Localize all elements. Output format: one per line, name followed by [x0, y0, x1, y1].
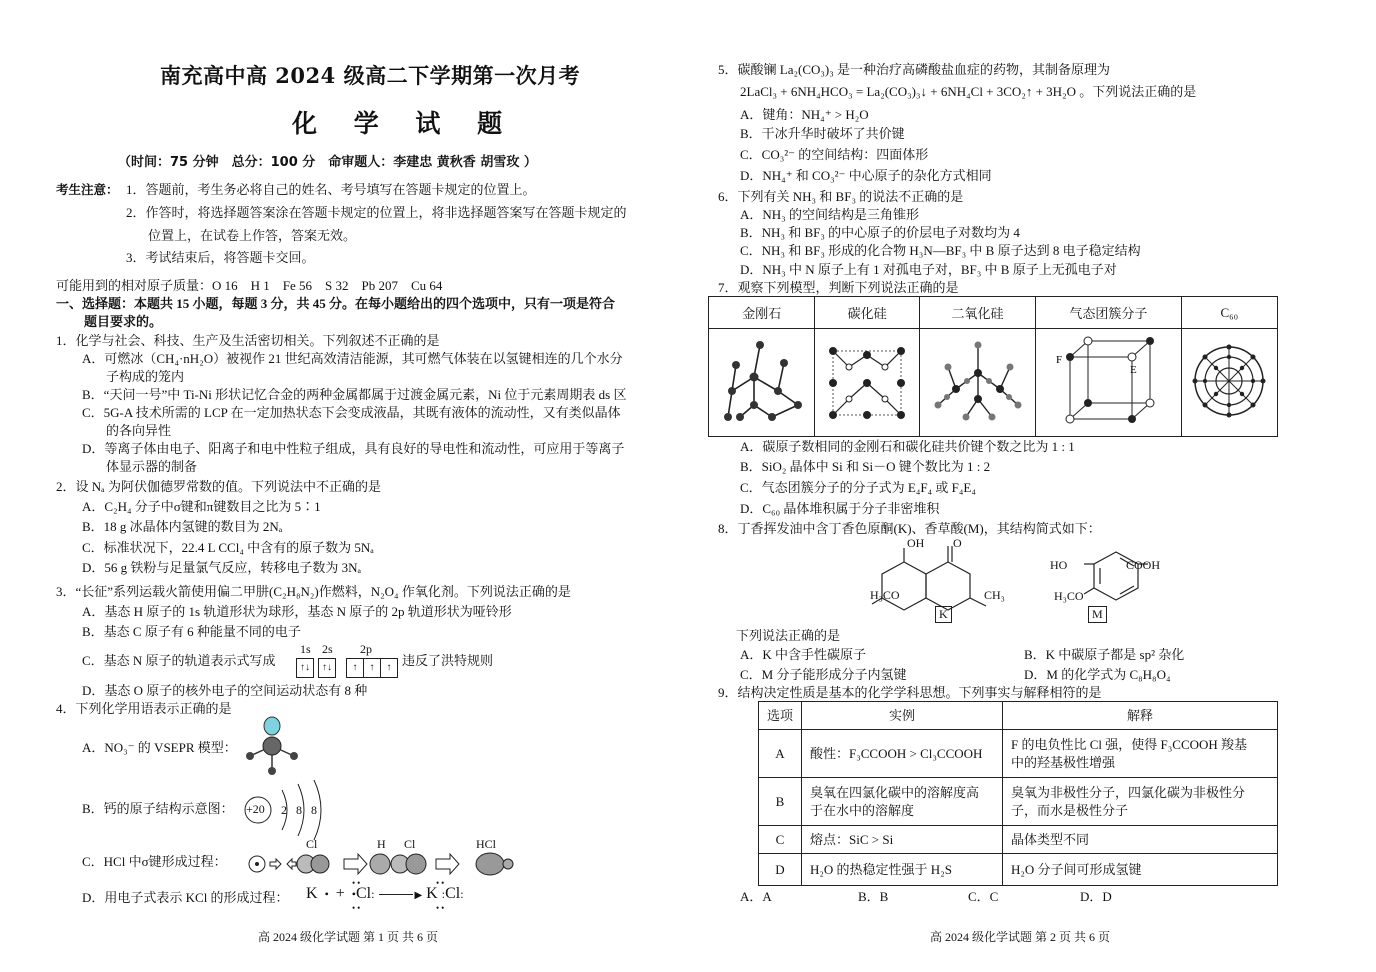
calcium-shell-1: 2 — [281, 803, 287, 817]
q3-option-c: C．基态 N 原子的轨道表示式写成 — [82, 653, 276, 668]
kcl-electron-formula: K • + •Cl: ▶ K :Cl: — [306, 885, 464, 902]
m-label-box: M — [1088, 606, 1107, 623]
q9-row-b-example — [802, 778, 1003, 826]
q8-option-c: C．M 分子能形成分子内氢键 — [740, 667, 907, 682]
q5-option-d: D．NH₄⁺ 和 CO₃²⁻ 中心原子的杂化方式相同 — [740, 168, 992, 183]
exam-meta: （时间：75 分钟 总分：100 分 命审题人：李建忠 黄秋香 胡雪玫 ） — [118, 155, 537, 170]
section-1-heading-cont: 题目要求的。 — [84, 314, 163, 329]
central-atom — [263, 737, 281, 755]
cluster-model-cell — [1036, 329, 1181, 437]
header-diamond: 金刚石 — [709, 297, 815, 329]
orbital-box-2p-2: ↑ — [364, 658, 381, 678]
q9-row-b-option: B — [759, 778, 802, 826]
m-label-cooh: COOH — [1126, 558, 1161, 572]
q6-option-c: C．NH₃ 和 BF₃ 形成的化合物 H₃N—BF₃ 中 B 原子达到 8 电子稳定结构 — [740, 243, 1141, 258]
m-label-ho: HO — [1050, 558, 1068, 572]
q8-stem: 8．丁香挥发油中含丁香色原酮(K)、香草酸(M)，其结构简式如下： — [718, 521, 1101, 536]
q4-option-c: C．HCl 中σ键形成过程： — [82, 854, 227, 869]
k-label-box: K — [935, 606, 952, 623]
k-label-oh: OH — [907, 536, 925, 550]
q8-option-a: A．K 中含手性碳原子 — [740, 647, 867, 662]
orbital-diagram — [296, 642, 398, 678]
q1-option-c: C．5G-A 技术所需的 LCP 在一定加热状态下会变成液晶，其既有液体的流动性，又有类似晶体 — [82, 405, 621, 420]
crystal-models-table — [708, 296, 1278, 437]
orbital-label-1s: 1s — [300, 642, 311, 656]
q9-row-b-example-line-1: 臭氧在四氯化碳中的溶解度高 — [810, 784, 980, 800]
q3-option-d: D．基态 O 原子的核外电子的空间运动状态有 8 种 — [82, 683, 368, 698]
q9-row-c-example: 熔点：SiC > Si — [802, 826, 1003, 854]
silicon-dioxide-structure-image — [926, 333, 1030, 429]
q2-option-a: A．C₂H₄ 分子中σ键和π键数目之比为 5∶1 — [82, 499, 321, 514]
notice-2: 2．作答时，将选择题答案涂在答题卡规定的位置上，将非选择题答案写在答题卡规定的 — [126, 205, 627, 220]
k-label-ch3: CH₃ — [984, 588, 1005, 602]
q9-row-a-why-line-1: F 的电负性比 Cl 强，使得 F₃CCOOH 羧基 — [1011, 736, 1248, 752]
q9-table — [758, 701, 1278, 886]
q3-option-b: B．基态 C 原子有 6 种能量不同的电子 — [82, 624, 301, 639]
calcium-nucleus: +20 — [246, 802, 265, 816]
sic-model-cell — [815, 329, 920, 437]
q9-row-d-explanation: H₂O 分子间可形成氢键 — [1003, 854, 1278, 886]
vsepr-model-image — [238, 716, 298, 778]
kcl-plus: + — [335, 885, 345, 902]
q6-stem: 6．下列有关 NH₃ 和 BF₃ 的说法不正确的是 — [718, 189, 964, 204]
q9-answer-d: D．D — [1080, 889, 1112, 904]
c60-model-cell — [1181, 329, 1277, 437]
header-gas-cluster: 气态团簇分子 — [1036, 297, 1181, 329]
q9-row-a-example — [802, 730, 1003, 778]
notice-3: 3．考试结束后，将答题卡交回。 — [126, 250, 315, 265]
q7-option-d: D．C₆₀ 晶体堆积属于分子非密堆积 — [740, 501, 940, 516]
header-c60: C₆₀ — [1181, 297, 1277, 329]
q9-row-d — [759, 854, 1278, 886]
cluster-label-e: E — [1130, 363, 1138, 376]
kcl-k-1: K — [306, 885, 318, 902]
q9-row-b — [759, 778, 1278, 826]
calcium-shell-3: 8 — [311, 803, 317, 817]
q2-option-c: C．标准状况下，22.4 L CCl₄ 中含有的原子数为 5Nₐ — [82, 540, 374, 555]
kcl-cl-2: Cl — [445, 885, 461, 902]
q7-option-b: B．SiO₂ 晶体中 Si 和 Si－O 键个数比为 1 : 2 — [740, 459, 991, 474]
q9-row-c — [759, 826, 1278, 854]
k-label-o: O — [953, 536, 962, 550]
section-1-heading: 一、选择题：本题共 15 小题，每题 3 分，共 45 分。在每小题给出的四个选项中，只有一项是符合 — [56, 296, 616, 311]
q9-header-example: 实例 — [802, 702, 1003, 730]
compound-m-structure — [1072, 546, 1162, 606]
header-silicon-carbide: 碳化硅 — [815, 297, 920, 329]
hcl-label-cl-1: Cl — [306, 837, 318, 851]
q1-option-b: B．“天问一号”中 Ti-Ni 形状记忆合金的两种金属都属于过渡金属元素，Ni 位于元素周期表 ds 区 — [82, 387, 627, 402]
hcl-label-h: H — [377, 837, 386, 851]
q2-option-b: B．18 g 冰晶体内氢键的数目为 2Nₐ — [82, 519, 283, 534]
q5-option-c: C．CO₃²⁻ 的空间结构：四面体形 — [740, 147, 929, 162]
diamond-model-cell — [709, 329, 815, 437]
q1-option-a-cont: 子构成的笼内 — [106, 369, 185, 384]
q8-question: 下列说法正确的是 — [736, 628, 841, 643]
hcl-label-cl-2: Cl — [404, 837, 416, 851]
sio2-model-cell — [919, 329, 1035, 437]
k-label-h3co: H₃CO — [870, 588, 900, 602]
q4-stem: 4．下列化学用语表示正确的是 — [56, 701, 232, 716]
q9-stem: 9．结构决定性质是基本的化学学科思想。下列事实与解释相符的是 — [718, 685, 1102, 700]
q5-equation: 2LaCl₃ + 6NH₄HCO₃ = La₂(CO₃)₃↓ + 6NH₄Cl + 3CO₂↑ + 3H₂O 。下列说法正确的是 — [740, 84, 1197, 99]
q9-answer-c: C．C — [968, 889, 999, 904]
m-label-h3co: H₃CO — [1054, 589, 1084, 603]
orbital-label-2p: 2p — [360, 642, 372, 656]
q1-option-d-cont: 体显示器的制备 — [106, 459, 198, 474]
kcl-k-2: K — [426, 885, 438, 902]
page-2 — [688, 0, 1376, 972]
gas-cluster-structure-image — [1048, 333, 1168, 429]
q3-stem: 3．“长征”系列运载火箭使用偏二甲肼(C₂H₈N₂)作燃料，N₂O₄ 作氧化剂。下列说法正确的是 — [56, 584, 571, 599]
q9-row-b-explanation — [1003, 778, 1278, 826]
q5-stem: 5．碳酸镧 La₂(CO₃)₃ 是一种治疗高磷酸盐血症的药物，其制备原理为 — [718, 62, 1111, 77]
q9-row-b-why-line-2: 子，而水是极性分子 — [1011, 802, 1129, 818]
q1-option-c-cont: 的各向异性 — [106, 423, 172, 438]
kcl-cl-1: Cl — [356, 885, 372, 902]
atomic-mass: 可能用到的相对原子质量：O 16 H 1 Fe 56 S 32 Pb 207 Cu 64 — [56, 278, 443, 293]
notice-2b: 位置上，在试卷上作答，答案无效。 — [148, 228, 357, 243]
q1-option-d: D．等离子体由电子、阳离子和电中性粒子组成，具有良好的导电性和流动性，可应用于等离子 — [82, 441, 625, 456]
q6-option-d: D．NH₃ 中 N 原子上有 1 对孤电子对，BF₃ 中 B 原子上无孤电子对 — [740, 262, 1117, 277]
q2-stem: 2．设 Nₐ 为阿伏伽德罗常数的值。下列说法中不正确的是 — [56, 479, 381, 494]
diamond-structure-image — [714, 333, 810, 429]
q4-option-d: D．用电子式表示 KCl 的形成过程： — [82, 890, 289, 905]
notice-1: 1．答题前，考生务必将自己的姓名、考号填写在答题卡规定的位置上。 — [126, 182, 536, 197]
q9-answer-a: A．A — [740, 889, 772, 904]
q5-option-b: B．干冰升华时破坏了共价键 — [740, 126, 905, 141]
orbital-box-1s: ↑↓ — [296, 658, 314, 678]
q4-option-b: B．钙的原子结构示意图： — [82, 801, 234, 816]
q9-row-a — [759, 730, 1278, 778]
calcium-shell-2: 8 — [296, 803, 302, 817]
q1-stem: 1．化学与社会、科技、生产及生活密切相关。下列叙述不正确的是 — [56, 333, 440, 348]
q7-option-c: C．气态团簇分子的分子式为 E₄F₄ 或 F₄E₄ — [740, 480, 976, 495]
q9-row-a-example-line-1: 酸性：F₃CCOOH > Cl₃CCOOH — [810, 745, 983, 761]
hcl-label-hcl: HCl — [476, 837, 497, 851]
q1-option-a: A．可燃冰（CH₄·nH₂O）被视作 21 世纪高效清洁能源，其可燃气体装在以氢键相连的几个水分 — [82, 351, 623, 366]
q9-header-explanation: 解释 — [1003, 702, 1278, 730]
q5-option-a: A．键角：NH₄⁺ > H₂O — [740, 107, 869, 122]
orbital-box-2p-3: ↑ — [381, 658, 398, 678]
q9-row-d-option: D — [759, 854, 802, 886]
c60-fullerene-image — [1187, 339, 1271, 423]
q6-option-a: A．NH₃ 的空间结构是三角锥形 — [740, 207, 919, 222]
orbital-box-2p-1: ↑ — [346, 658, 364, 678]
subject-title: 化 学 试 题 — [292, 109, 517, 138]
q9-row-c-explanation: 晶体类型不同 — [1003, 826, 1278, 854]
cluster-label-f: F — [1056, 353, 1063, 366]
q9-row-b-why-line-1: 臭氧为非极性分子，四氯化碳为非极性分 — [1011, 784, 1246, 800]
notice-label: 考生注意： — [56, 182, 119, 197]
q9-row-a-why-line-2: 中的羟基极性增强 — [1011, 754, 1116, 770]
header-silicon-dioxide: 二氧化硅 — [919, 297, 1035, 329]
q9-row-a-explanation — [1003, 730, 1278, 778]
q9-row-d-example: H₂O 的热稳定性强于 H₂S — [802, 854, 1003, 886]
exam-title: 南充高中高 2024 级高二下学期第一次月考 — [160, 63, 581, 88]
q9-header-option: 选项 — [759, 702, 802, 730]
q6-option-b: B．NH₃ 和 BF₃ 的中心原子的价层电子对数均为 4 — [740, 225, 1020, 240]
lone-pair-lobe — [264, 717, 280, 735]
q3-option-c-tail: 违反了洪特规则 — [402, 653, 494, 668]
page-1: 南充高中高 2024 级高二下学期第一次月考 化 学 试 题 （时间：75 分钟 总分：100 分 命审题人：李建忠 黄秋香 胡雪玫 ） 考生注意： 1．答题前，考生务必将自己的姓名、考号填写在答题卡规定的位置上。 2．作答时，将选择题答案涂在答题卡规定的位置上，将非选择题答案写在答题卡规定的 位置上，在试卷上作答，答案无效。 3．考试结束后，将答题卡交回。 可能用到的相对原子质量：O 16 H 1 Fe 56 S 32 Pb 207 Cu 64 一、选择题：本题共 15 小题，每题 3 分，共 45 分。在每小题给出的四个选项中，只有一项是符合 题目要求的。 1．化学与社会、科技、生产及生活密切相关。下列叙述不正确的是 A．可燃冰（CH₄·nH₂O）被视作 21 世纪高效清洁能源，其可燃气体装在以氢键相连的几个水分 子构成的笼内 B．“天问一号”中 Ti-Ni 形状记忆合金的两种金属都属于过渡金属元素，Ni 位于元素周期表 ds 区 C．5G-A 技术所需的 LCP 在一定加热状态下会变成液晶，其既有液体的流动性，又有类似晶体 的各向异性 D．等离子体由电子、阳离子和电中性粒子组成，具有良好的导电性和流动性，可应用于等离子 体显示器的制备 2．设 Nₐ 为阿伏伽德罗常数的值。下列说法中不正确的是 A．C₂H₄ 分子中σ键和π键数目之比为 5∶1 B．18 g 冰晶体内氢键的数目为 2Nₐ C．标准状况下，22.4 L CCl₄ 中含有的原子数为 5Nₐ D．56 g 铁粉与足量氯气反应，转移电子数为 3Nₐ 3．“长征”系列运载火箭使用偏二甲肼(C₂H₈N₂)作燃料，N₂O₄ 作氧化剂。下列说法正确的是 A．基态 H 原子的 1s 轨道形状为球形，基态 N 原子的 2p 轨道形状为哑铃形 B．基态 C 原子有 6 种能量不同的电子 C．基态 N 原子的轨道表示式写成 1s 2s 2p ↑↓ ↑↓ ↑ ↑ ↑ 违反了洪特规则 D．基态 O 原子的核外电子的空间运动状态有 8 种 4．下列化学用语表示正确的是 A．NO₃⁻ 的 VSEPR 模型： B．钙的原子结构示意图： +20 2 8 8 C．HCl 中σ键形成过程： Cl H Cl HCl D．用电子式表示 KCl 的形成过程： K • + •Cl: ▶ K :Cl: •• •• •• •• 高 2024 级化学试题 第 1 页 共 6 页 — [0, 0, 688, 972]
q2-option-d: D．56 g 铁粉与足量氯气反应，转移电子数为 3Nₐ — [82, 560, 362, 575]
page-footer-2: 高 2024 级化学试题 第 2 页 共 6 页 — [930, 930, 1111, 944]
q4-option-a: A．NO₃⁻ 的 VSEPR 模型： — [82, 740, 237, 755]
q9-answer-b: B．B — [858, 889, 889, 904]
q8-option-d: D．M 的化学式为 C₈H₈O₄ — [1024, 667, 1171, 682]
q9-row-c-option: C — [759, 826, 802, 854]
silicon-carbide-structure-image — [819, 333, 915, 429]
q9-row-b-example-line-2: 于在水中的溶解度 — [810, 802, 915, 818]
page-footer-1: 高 2024 级化学试题 第 1 页 共 6 页 — [258, 930, 439, 944]
q9-row-a-option: A — [759, 730, 802, 778]
orbital-label-2s: 2s — [322, 642, 333, 656]
q7-option-a: A．碳原子数相同的金刚石和碳化硅共价键个数之比为 1 : 1 — [740, 439, 1075, 454]
q7-stem: 7．观察下列模型，判断下列说法正确的是 — [718, 280, 959, 295]
orbital-box-2s: ↑↓ — [318, 658, 336, 678]
q3-option-a: A．基态 H 原子的 1s 轨道形状为球形，基态 N 原子的 2p 轨道形状为哑铃形 — [82, 604, 512, 619]
q8-option-b: B．K 中碳原子都是 sp² 杂化 — [1024, 647, 1185, 662]
